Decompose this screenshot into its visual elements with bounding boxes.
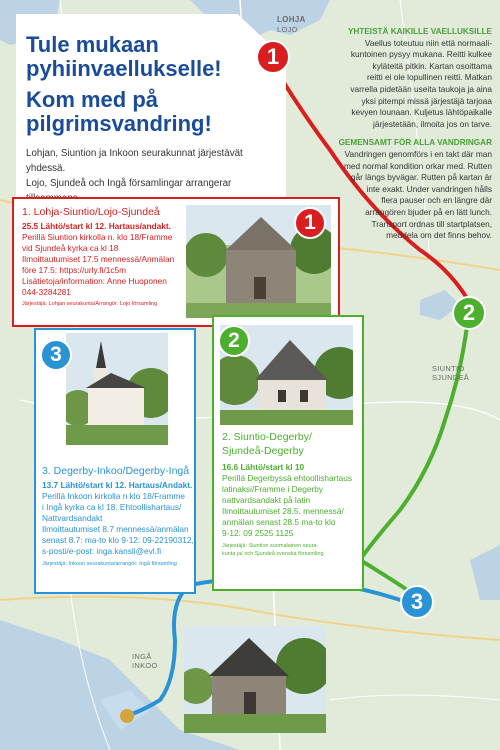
info-fi-line: kuntoinen pysyy mukana. Reitti kulkee — [350, 49, 492, 60]
route-2-organizer-1: Järjestäjä: Siuntion suomalainen seura- — [222, 543, 319, 549]
info-fi-line: kyläteitä pitkin. Kartan osoittama — [372, 60, 492, 71]
info-sv-line: Vandringen genomförs i en takt där man — [344, 148, 492, 159]
route-3-line: Ilmoittautumiset 8.7 mennessä/anmälan — [42, 524, 189, 534]
title-swedish — [26, 88, 212, 136]
route-2-line: anmälan senast 28.5 ma-to klo — [222, 517, 336, 527]
info-fi-line: Vaellus toteutuu niin että normaali- — [364, 37, 492, 48]
route-1-organizer: Järjestäjä: Lohjan seurakunta/Arrangör: Lojo församling — [22, 301, 158, 307]
info-fi-line: varrella pidetään useita taukoja ja aina — [350, 83, 492, 94]
route-1-badge: 1 — [294, 207, 326, 239]
route-3-line: Nattvardsandakt — [42, 513, 103, 523]
info-fi-heading: YHTEISTÄ KAIKILLE VAELLUKSILLE — [347, 27, 492, 36]
route-3-title: 3. Degerby-Inkoo/Degerby-Ingå — [42, 465, 190, 477]
info-sv-line: Transport ordnas till startplatsen, — [371, 218, 492, 229]
route-2-badge: 2 — [218, 325, 250, 357]
place-sjundea: SJUNDEÅ — [432, 373, 470, 382]
route-3-line: i Ingå kyrka ca kl 18. Ehtoollishartaus/ — [42, 502, 182, 512]
route-1-text — [22, 205, 184, 308]
info-fi-line: kevyen lounaan. Kuljetus lähtöpaikalle — [351, 107, 492, 118]
intro-fi: Lohjan, Siuntion ja Inkoon seurakunnat järjestävät yhdessä. — [26, 148, 243, 174]
info-sv-line: inte exakt. Under vandringen hålls — [366, 183, 492, 194]
info-sv-line: går längs byvägar. Rutten på kartan är — [350, 172, 492, 183]
route-3-text — [42, 464, 194, 568]
route-3-badge: 3 — [40, 339, 72, 371]
route-1-line: 044-3284281 — [22, 287, 71, 297]
route-1-map-marker: 1 — [256, 40, 290, 74]
title-fi-line2: pyhiinvaellukselle! — [26, 56, 222, 81]
route-3-start: 13.7 Lähtö/start kl 12. Hartaus/Andakt. — [42, 480, 193, 490]
route-1-line: Perillä Siuntion kirkolla n. klo 18/Framme — [22, 232, 173, 242]
title-finnish — [26, 33, 222, 81]
route-3-line: senast 8.7: ma-to klo 9-12: 09-22190312, — [42, 535, 194, 545]
place-lohja: LOHJA — [277, 15, 306, 24]
route-2-line: latinaksi/Framme i Degerby — [222, 484, 323, 494]
title-sv-line2: pilgrimsvandring! — [26, 111, 212, 136]
photo-degerby-church — [66, 333, 168, 445]
route-3-map-marker: 3 — [400, 585, 434, 619]
route-2-line: 9-12: 09 2525 1125 — [222, 528, 294, 538]
route-1-line: Lisätietoja/information: Anne Huoponen — [22, 276, 167, 286]
route-3-line: s-posti/e-post: inga.kansli@evl.fi — [42, 546, 162, 556]
route-2-line: Ilmoittautumiset 28.5. mennessä/ — [222, 506, 344, 516]
route-2-line: nattvardsandakt på latin — [222, 495, 311, 505]
route-1-line: vid Sjundeå kyrka ca kl 18 — [22, 243, 119, 253]
photo-inga-church — [184, 626, 326, 733]
info-fi-line: järjestetään, ilmoita jos on tarve. — [373, 118, 492, 129]
info-sv-line: med normal kondition orkar med. Rutten — [343, 160, 492, 171]
route-1-line: Ilmoittautumiset 17.5 mennessä/Anmälan — [22, 254, 175, 264]
route-2-map-marker: 2 — [452, 296, 486, 330]
common-info — [328, 26, 492, 242]
route-2-title-2: Sjundeå-Degerby — [222, 445, 304, 457]
info-sv-heading: GEMENSAMT FÖR ALLA VANDRINGAR — [338, 138, 492, 148]
route-1-start: 25.5 Lähtö/start kl 12. Hartaus/andakt. — [22, 221, 171, 231]
route-3-organizer: Järjestäjä: Inkoon seurakunta/arrangör: Ingå församling — [42, 561, 177, 567]
route-1-line: före 17.5: https://urly.fi/1c5m — [22, 265, 127, 275]
info-fi-line: reitti ei ole lopullinen reitti. Matkan — [367, 72, 492, 83]
info-sv-line: flera pauser och en längre där — [381, 195, 492, 206]
route-3-line: Perillä Inkoon kirkolla n klo 18/Framme — [42, 491, 185, 501]
route-2-organizer-2: kunta ja/ och Sjundeå svenska församling — [222, 551, 324, 557]
info-sv-line: arrangören bjuder på en lätt lunch. — [365, 206, 492, 217]
route-2-line: Perillä Degerbyssä ehtoollishartaus — [222, 473, 353, 483]
info-fi-line: yksi pitempi missä järjestäjä tarjoaa — [361, 95, 492, 106]
place-siuntio: SIUNTIO — [432, 364, 465, 373]
route-1-title: 1. Lohja-Siuntio/Lojo-Sjundeå — [22, 206, 160, 218]
route-2-start: 16.6 Lähtö/start kl 10 — [222, 462, 305, 472]
place-lojo: LOJO — [277, 25, 298, 34]
place-inkoo: INKOO — [132, 661, 158, 670]
place-inga: INGÅ — [132, 652, 152, 661]
intro-sv: Lojo, Sjundeå och Ingå församlingar arrangerar — [26, 178, 232, 189]
title-fi-line1: Tule mukaan — [26, 32, 159, 57]
route-end-marker — [120, 709, 134, 723]
route-2-text — [222, 430, 362, 558]
info-sv-line: meddela om det finns behov. — [386, 230, 492, 241]
route-2-title-1: 2. Siuntio-Degerby/ — [222, 431, 312, 443]
title-sv-line1: Kom med på — [26, 87, 159, 112]
